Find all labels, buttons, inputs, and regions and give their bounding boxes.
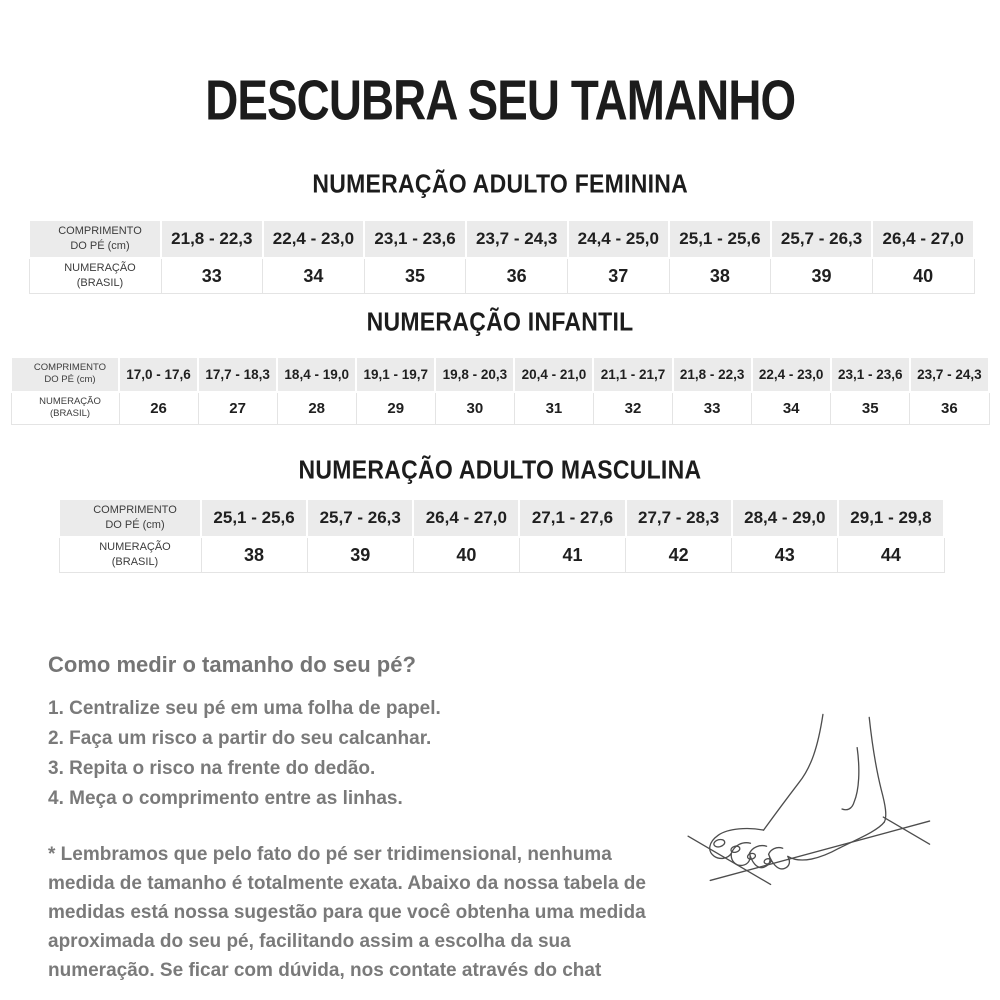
shoe-size-value: 38 bbox=[669, 258, 771, 294]
size-table-infantil bbox=[10, 358, 990, 425]
howto-step: 1. Centralize seu pé em uma folha de papel. bbox=[48, 698, 441, 719]
foot-length-range: 22,4 - 23,0 bbox=[263, 221, 365, 258]
foot-length-range: 26,4 - 27,0 bbox=[872, 221, 974, 258]
foot-length-range: 27,1 - 27,6 bbox=[519, 500, 625, 537]
shoe-size-value: 42 bbox=[626, 537, 732, 573]
section-title-feminina: NUMERAÇÃO ADULTO FEMININA bbox=[312, 169, 688, 199]
shoe-size-value: 36 bbox=[910, 392, 989, 425]
shoe-size-value: 30 bbox=[435, 392, 514, 425]
shoe-size-value: 26 bbox=[119, 392, 198, 425]
foot-length-range: 20,4 - 21,0 bbox=[514, 358, 593, 392]
ground-line bbox=[710, 821, 929, 880]
shoe-size-value: 29 bbox=[356, 392, 435, 425]
section-title-masculina: NUMERAÇÃO ADULTO MASCULINA bbox=[298, 455, 702, 485]
row-label-foot-length: COMPRIMENTO DO PÉ (cm) bbox=[29, 221, 161, 258]
shoe-size-value: 44 bbox=[838, 537, 944, 573]
foot-length-range: 25,1 - 25,6 bbox=[669, 221, 771, 258]
foot-length-range: 25,7 - 26,3 bbox=[307, 500, 413, 537]
foot-length-range: 17,7 - 18,3 bbox=[198, 358, 277, 392]
row-label-foot-length: COMPRIMENTO DO PÉ (cm) bbox=[11, 358, 119, 392]
foot-length-row bbox=[59, 500, 944, 537]
shoe-size-value: 33 bbox=[161, 258, 263, 294]
row-label-shoe-size: NUMERAÇÃO (BRASIL) bbox=[11, 392, 119, 425]
howto-step: 2. Faça um risco a partir do seu calcanhar. bbox=[48, 728, 432, 749]
shoe-size-value: 37 bbox=[568, 258, 670, 294]
howto-step: 3. Repita o risco na frente do dedão. bbox=[48, 758, 376, 779]
size-table-feminina bbox=[28, 221, 975, 294]
shoe-size-value: 39 bbox=[771, 258, 873, 294]
howto-heading: Como medir o tamanho do seu pé? bbox=[48, 652, 416, 677]
shoe-size-value: 35 bbox=[831, 392, 910, 425]
foot-length-range: 19,1 - 19,7 bbox=[356, 358, 435, 392]
page-title: DESCUBRA SEU TAMANHO bbox=[204, 70, 795, 133]
row-label-shoe-size: NUMERAÇÃO (BRASIL) bbox=[59, 537, 201, 573]
foot-length-range: 21,8 - 22,3 bbox=[673, 358, 752, 392]
foot-length-range: 23,7 - 24,3 bbox=[910, 358, 989, 392]
shoe-size-value: 28 bbox=[277, 392, 356, 425]
foot-length-range: 27,7 - 28,3 bbox=[626, 500, 732, 537]
foot-length-row bbox=[29, 221, 974, 258]
foot-length-range: 22,4 - 23,0 bbox=[752, 358, 831, 392]
howto-section bbox=[48, 652, 688, 985]
row-label-shoe-size: NUMERAÇÃO (BRASIL) bbox=[29, 258, 161, 294]
foot-length-range: 25,7 - 26,3 bbox=[771, 221, 873, 258]
shoe-size-value: 39 bbox=[307, 537, 413, 573]
foot-length-range: 21,8 - 22,3 bbox=[161, 221, 263, 258]
foot-measurement-illustration bbox=[672, 688, 994, 932]
foot-length-range: 21,1 - 21,7 bbox=[593, 358, 672, 392]
size-table-masculina bbox=[58, 500, 945, 573]
foot-length-range: 28,4 - 29,0 bbox=[732, 500, 838, 537]
shoe-size-value: 31 bbox=[514, 392, 593, 425]
measurement-note: * Lembramos que pelo fato do pé ser tridimensional, nenhuma medida de tamanho é totalmente exata. Abaixo da nossa tabela de medidas está nossa sugestão para que você obtenha uma medida aproximada do seu pé, facilitando assim a escolha da sua numeração. Se ficar com dúvida, nos contate através do chat bbox=[48, 844, 646, 981]
foot-length-range: 23,7 - 24,3 bbox=[466, 221, 568, 258]
shoe-size-value: 40 bbox=[413, 537, 519, 573]
shoe-size-value: 41 bbox=[519, 537, 625, 573]
shoe-size-row bbox=[59, 537, 944, 573]
shoe-size-row bbox=[11, 392, 989, 425]
toe-measure-line bbox=[688, 836, 771, 884]
shoe-size-value: 33 bbox=[673, 392, 752, 425]
foot-length-row bbox=[11, 358, 989, 392]
shoe-size-value: 40 bbox=[872, 258, 974, 294]
shoe-size-value: 34 bbox=[752, 392, 831, 425]
shoe-size-value: 32 bbox=[593, 392, 672, 425]
shoe-size-value: 35 bbox=[364, 258, 466, 294]
row-label-foot-length: COMPRIMENTO DO PÉ (cm) bbox=[59, 500, 201, 537]
shoe-size-value: 36 bbox=[466, 258, 568, 294]
foot-length-range: 29,1 - 29,8 bbox=[838, 500, 944, 537]
section-title-infantil: NUMERAÇÃO INFANTIL bbox=[366, 307, 634, 337]
foot-length-range: 23,1 - 23,6 bbox=[364, 221, 466, 258]
foot-length-range: 19,8 - 20,3 bbox=[435, 358, 514, 392]
foot-length-range: 23,1 - 23,6 bbox=[831, 358, 910, 392]
shoe-size-value: 34 bbox=[263, 258, 365, 294]
foot-length-range: 24,4 - 25,0 bbox=[568, 221, 670, 258]
shoe-size-row bbox=[29, 258, 974, 294]
foot-length-range: 26,4 - 27,0 bbox=[413, 500, 519, 537]
shoe-size-value: 38 bbox=[201, 537, 307, 573]
shoe-size-value: 27 bbox=[198, 392, 277, 425]
foot-length-range: 17,0 - 17,6 bbox=[119, 358, 198, 392]
shoe-size-value: 43 bbox=[732, 537, 838, 573]
heel-measure-line bbox=[883, 817, 929, 844]
foot-length-range: 25,1 - 25,6 bbox=[201, 500, 307, 537]
howto-step: 4. Meça o comprimento entre as linhas. bbox=[48, 788, 403, 809]
foot-length-range: 18,4 - 19,0 bbox=[277, 358, 356, 392]
